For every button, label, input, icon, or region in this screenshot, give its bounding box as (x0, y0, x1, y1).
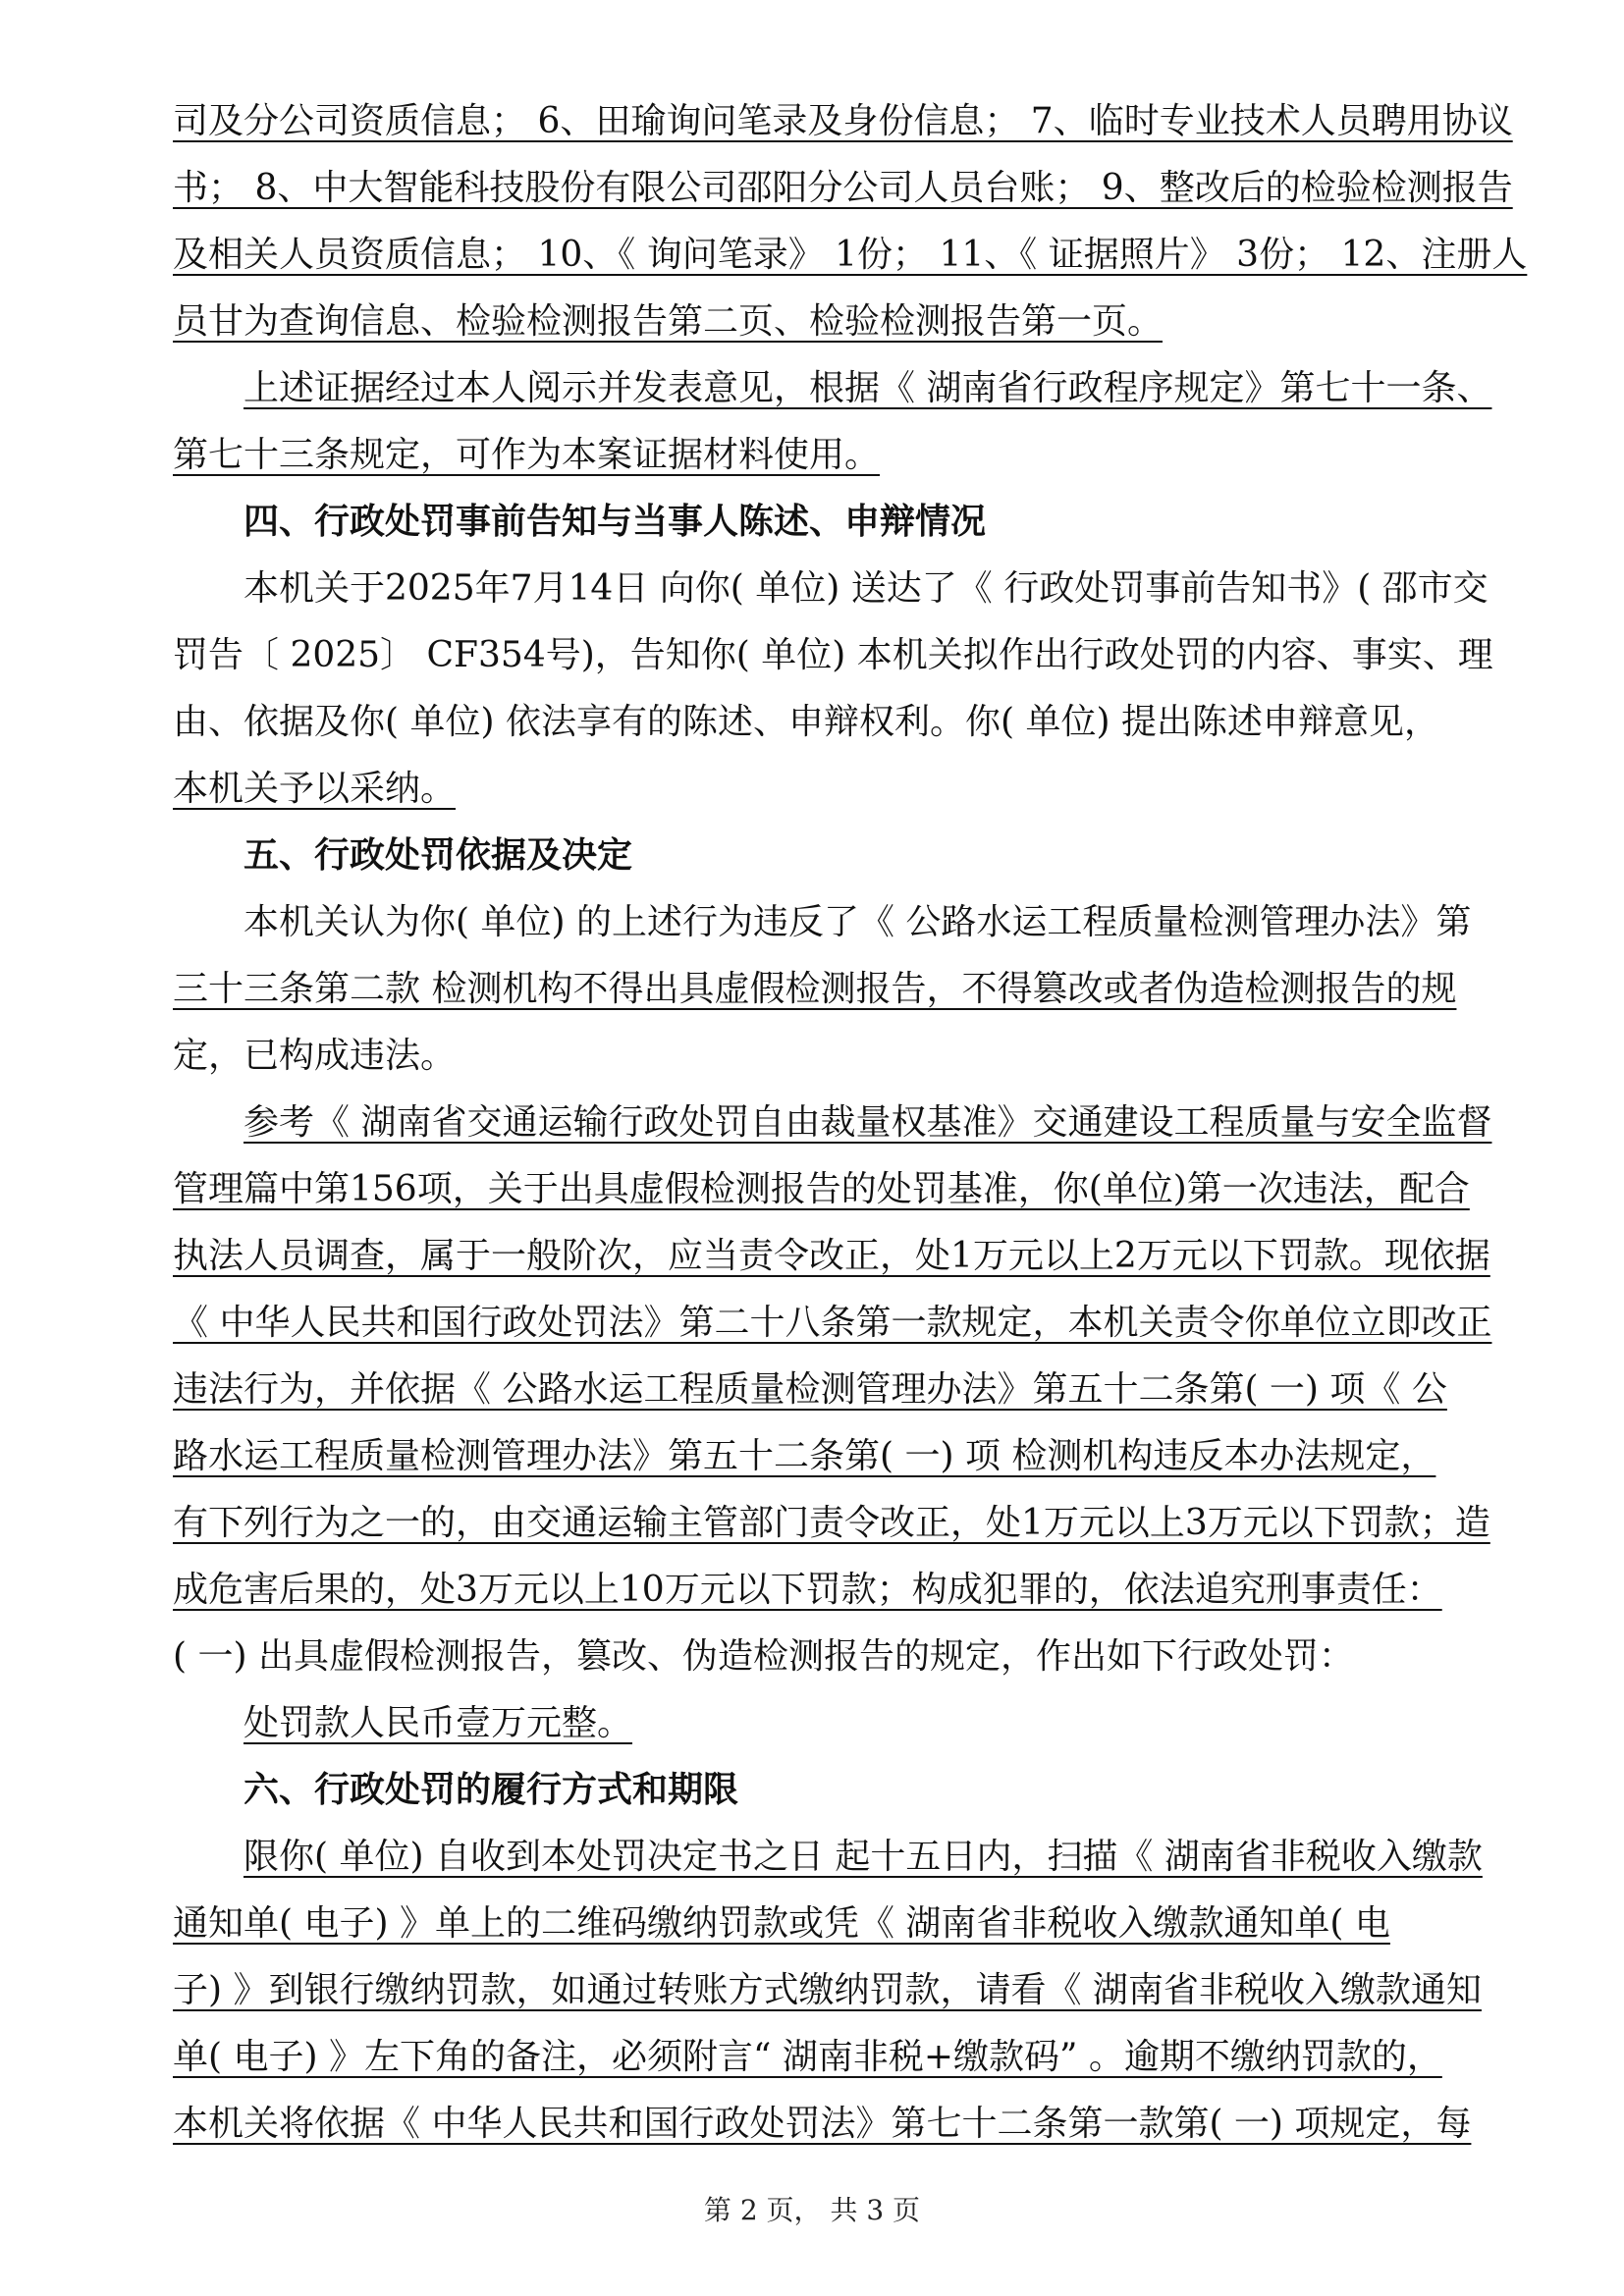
paragraph-line (173, 956, 1547, 1023)
paragraph-line (173, 1290, 1547, 1357)
line-text: 限你( 单位) 自收到本处罚决定书之日 起十五日内，扫描《 湖南省非税收入缴款 (244, 1837, 1483, 1877)
section-heading (173, 1757, 1547, 1824)
section-heading (173, 489, 1547, 556)
line-text: 执法人员调查，属于一般阶次，应当责令改正，处1万元以上2万元以下罚款。现依据 (173, 1236, 1490, 1276)
line-text: 有下列行为之一的，由交通运输主管部门责令改正，处1万元以上3万元以下罚款；造 (173, 1503, 1490, 1543)
paragraph-line (173, 1490, 1547, 1557)
paragraph-line (173, 1957, 1547, 2024)
line-text: 违法行为，并依据《 公路水运工程质量检测管理办法》第五十二条第( 一) 项《 公 (173, 1369, 1447, 1410)
paragraph-line (173, 1023, 1547, 1090)
line-text: 员甘为查询信息、检验检测报告第二页、检验检测报告第一页。 (173, 301, 1164, 342)
paragraph-line (173, 1891, 1547, 1957)
paragraph-line (173, 556, 1547, 622)
document-body (173, 88, 1547, 2158)
line-text: 《 中华人民共和国行政处罚法》第二十八条第一款规定，本机关责令你单位立即改正 (173, 1303, 1492, 1343)
line-text: 参考《 湖南省交通运输行政处罚自由裁量权基准》交通建设工程质量与安全监督 (244, 1102, 1492, 1143)
paragraph-line (173, 2024, 1547, 2091)
paragraph-line (173, 1624, 1547, 1690)
paragraph-line (173, 1557, 1547, 1624)
paragraph-line (173, 289, 1547, 355)
line-text: 书； 8、中大智能科技股份有限公司邵阳分公司人员台账； 9、整改后的检验检测报告 (173, 168, 1513, 208)
line-text: 由、依据及你( 单位) 依法享有的陈述、申辩权利。你( 单位) 提出陈述申辩意见， (173, 702, 1439, 742)
line-text: 通知单( 电子) 》单上的二维码缴纳罚款或凭《 湖南省非税收入缴款通知单( 电 (173, 1903, 1390, 1944)
line-text: 四、行政处罚事前告知与当事人陈述、申辩情况 (244, 502, 987, 542)
line-text: ( 一) 出具虚假检测报告，篡改、伪造检测报告的规定，作出如下行政处罚： (173, 1636, 1354, 1677)
paragraph-line (173, 1357, 1547, 1423)
paragraph-line (173, 2091, 1547, 2158)
paragraph-line (173, 1156, 1547, 1223)
line-text: 处罚款人民币壹万元整。 (244, 1703, 633, 1743)
section-heading (173, 823, 1547, 889)
line-text: 管理篇中第156项，关于出具虚假检测报告的处罚基准，你(单位)第一次违法，配合 (173, 1169, 1470, 1209)
paragraph-line (173, 422, 1547, 489)
paragraph-line (173, 222, 1547, 289)
paragraph-line (173, 622, 1547, 689)
line-text: 上述证据经过本人阅示并发表意见，根据《 湖南省行政程序规定》第七十一条、 (244, 368, 1492, 408)
line-text: 本机关将依据《 中华人民共和国行政处罚法》第七十二条第一款第( 一) 项规定，每 (173, 2104, 1472, 2144)
paragraph-line (173, 88, 1547, 155)
line-text: 定，已构成违法。 (173, 1036, 457, 1076)
line-text: 路水运工程质量检测管理办法》第五十二条第( 一) 项 检测机构违反本办法规定， (173, 1436, 1436, 1476)
line-text: 司及分公司资质信息； 6、田瑜询问笔录及身份信息； 7、临时专业技术人员聘用协议 (173, 101, 1513, 141)
paragraph-line (173, 889, 1547, 956)
paragraph-line (173, 355, 1547, 422)
line-text: 本机关予以采纳。 (173, 769, 457, 809)
line-text: 三十三条第二款 检测机构不得出具虚假检测报告，不得篡改或者伪造检测报告的规 (173, 969, 1457, 1009)
paragraph-line (173, 756, 1547, 823)
line-text: 罚告〔 2025〕 CF354号)，告知你( 单位) 本机关拟作出行政处罚的内容、事实、理 (173, 635, 1493, 675)
paragraph-line (173, 1824, 1547, 1891)
line-text: 本机关于2025年7月14日 向你( 单位) 送达了《 行政处罚事前告知书》( 邵市交 (244, 568, 1489, 609)
paragraph-line (173, 155, 1547, 222)
line-text: 单( 电子) 》左下角的备注，必须附言“ 湖南非税+缴款码” 。逾期不缴纳罚款的， (173, 2037, 1442, 2077)
line-text: 五、行政处罚依据及决定 (244, 835, 633, 876)
line-text: 及相关人员资质信息； 10、《 询问笔录》 1份； 11、《 证据照片》 3份； 12、注册人 (173, 235, 1528, 275)
line-text: 第七十三条规定，可作为本案证据材料使用。 (173, 435, 881, 475)
paragraph-line (173, 689, 1547, 756)
paragraph-line (173, 1423, 1547, 1490)
line-text: 子) 》到银行缴纳罚款，如通过转账方式缴纳罚款，请看《 湖南省非税收入缴款通知 (173, 1970, 1482, 2010)
line-text: 成危害后果的，处3万元以上10万元以下罚款；构成犯罪的，依法追究刑事责任： (173, 1570, 1442, 1610)
paragraph-line (173, 1090, 1547, 1156)
paragraph-line (173, 1223, 1547, 1290)
paragraph-line (173, 1690, 1547, 1757)
line-text: 本机关认为你( 单位) 的上述行为违反了《 公路水运工程质量检测管理办法》第 (244, 902, 1472, 942)
line-text: 六、行政处罚的履行方式和期限 (244, 1770, 739, 1810)
page-number: 第 2 页， 共 3 页 (703, 2194, 921, 2226)
